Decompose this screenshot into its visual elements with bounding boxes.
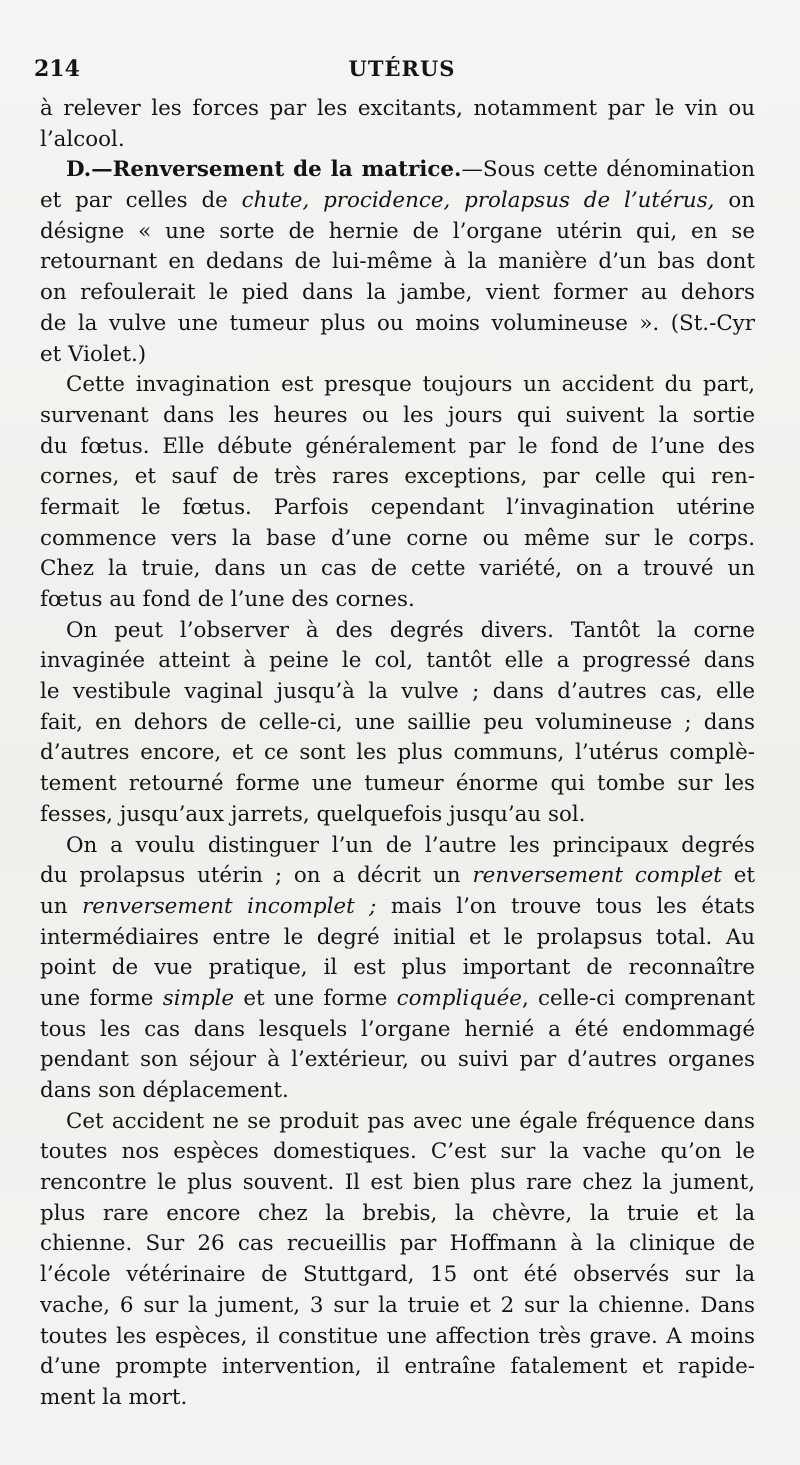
text-line: chienne. Sur 26 cas recueillis par Hoffmann à la clinique de xyxy=(40,1231,755,1257)
text-line: On a voulu distinguer l’un de l’autre les principaux degrés xyxy=(66,832,755,858)
text-line: fesses, jusqu’aux jarrets, quelquefois jusqu’au sol. xyxy=(40,801,586,827)
text-line: toutes nos espèces domestiques. C’est sur la vache qu’on le xyxy=(40,1139,755,1165)
text-line: ment la mort. xyxy=(40,1384,188,1410)
italic-term: simple xyxy=(162,985,235,1011)
text-span: —Sous cette dénomination xyxy=(461,157,755,183)
text-line: de la vulve une tumeur plus ou moins volumineuse ». (St.-Cyr xyxy=(40,310,755,336)
text-span: mais l’on trouve tous les états xyxy=(376,893,756,919)
running-head: UTÉRUS xyxy=(348,56,456,81)
text-span: , celle-ci comprenant xyxy=(521,985,755,1011)
text-line: Chez la truie, dans un cas de cette variété, on a trouvé un xyxy=(40,556,755,582)
italic-term: compliquée xyxy=(396,985,522,1011)
text-line: du fœtus. Elle débute généralement par le fond de l’une des xyxy=(40,433,755,459)
text-span: du prolapsus utérin ; on a décrit un xyxy=(40,863,473,889)
text-line: On peut l’observer à des degrés divers. Tantôt la corne xyxy=(66,617,755,643)
body-text xyxy=(40,94,755,1414)
text-line: toutes les espèces, il constitue une affection très grave. A moins xyxy=(40,1323,755,1349)
text-span: on xyxy=(714,188,755,214)
text-line: commence vers la base d’une corne ou même sur le corps. xyxy=(40,525,755,551)
text-line xyxy=(40,892,755,923)
text-line: retournant en dedans de lui-même à la manière d’un bas dont xyxy=(40,249,755,275)
text-line: rencontre le plus souvent. Il est bien plus rare chez la jument, xyxy=(40,1170,755,1196)
section-heading: D.—Renversement de la matrice. xyxy=(66,157,462,183)
text-line: invaginée atteint à peine le col, tantôt elle a progressé dans xyxy=(40,648,755,674)
text-line: désigne « une sorte de hernie de l’organe utérin qui, en se xyxy=(40,218,755,244)
text-span: et par celles de xyxy=(40,188,242,214)
text-line: intermédiaires entre le degré initial et le prolapsus total. Au xyxy=(40,924,755,950)
text-line: dans son déplacement. xyxy=(40,1078,289,1103)
text-line: tement retourné forme une tumeur énorme qui tombe sur les xyxy=(40,771,755,797)
text-line xyxy=(40,984,755,1015)
text-line: d’autres encore, et ce sont les plus communs, l’utérus complè- xyxy=(40,740,755,766)
text-line xyxy=(40,186,755,217)
text-line: l’alcool. xyxy=(40,126,125,152)
text-line: tous les cas dans lesquels l’organe hernié a été endommagé xyxy=(40,1016,755,1042)
text-line: survenant dans les heures ou les jours qui suivent la sortie xyxy=(40,402,755,428)
text-line: cornes, et sauf de très rares exceptions, par celle qui ren- xyxy=(40,464,755,490)
italic-term: renversement incomplet ; xyxy=(82,893,377,919)
text-line xyxy=(40,861,755,892)
text-line: fœtus au fond de l’une des cornes. xyxy=(40,587,415,612)
text-line: fermait le fœtus. Parfois cependant l’invagination utérine xyxy=(40,494,755,520)
page-number: 214 xyxy=(34,56,80,82)
text-line: Cette invagination est presque toujours un accident du part, xyxy=(66,372,755,398)
text-line: à relever les forces par les excitants, notamment par le vin ou xyxy=(40,96,755,121)
text-span: une forme xyxy=(40,985,163,1011)
text-line: vache, 6 sur la jument, 3 sur la truie et 2 sur la chienne. Dans xyxy=(40,1292,755,1318)
page-header xyxy=(34,56,770,88)
text-line: fait, en dehors de celle-ci, une saillie peu volumineuse ; dans xyxy=(40,709,755,735)
italic-terms: chute, procidence, prolapsus de l’utérus, xyxy=(241,188,715,214)
text-span: et xyxy=(721,863,756,889)
text-line: plus rare encore chez la brebis, la chèvre, la truie et la xyxy=(40,1200,755,1226)
text-span: un xyxy=(40,893,83,919)
text-line: l’école vétérinaire de Stuttgard, 15 ont été observés sur la xyxy=(40,1262,755,1288)
section-heading-line xyxy=(40,155,755,186)
text-line: pendant son séjour à l’extérieur, ou suivi par d’autres organes xyxy=(40,1047,755,1073)
text-span: et une forme xyxy=(234,985,397,1011)
text-line: d’une prompte intervention, il entraîne fatalement et rapide- xyxy=(40,1354,755,1380)
text-line: point de vue pratique, il est plus important de reconnaître xyxy=(40,955,755,981)
italic-term: renversement complet xyxy=(472,863,722,889)
text-line: le vestibule vaginal jusqu’à la vulve ; dans d’autres cas, elle xyxy=(40,679,755,705)
text-line: Cet accident ne se produit pas avec une égale fréquence dans xyxy=(66,1108,755,1134)
text-line: et Violet.) xyxy=(40,341,147,367)
text-line: on refoulerait le pied dans la jambe, vient former au dehors xyxy=(40,280,755,306)
